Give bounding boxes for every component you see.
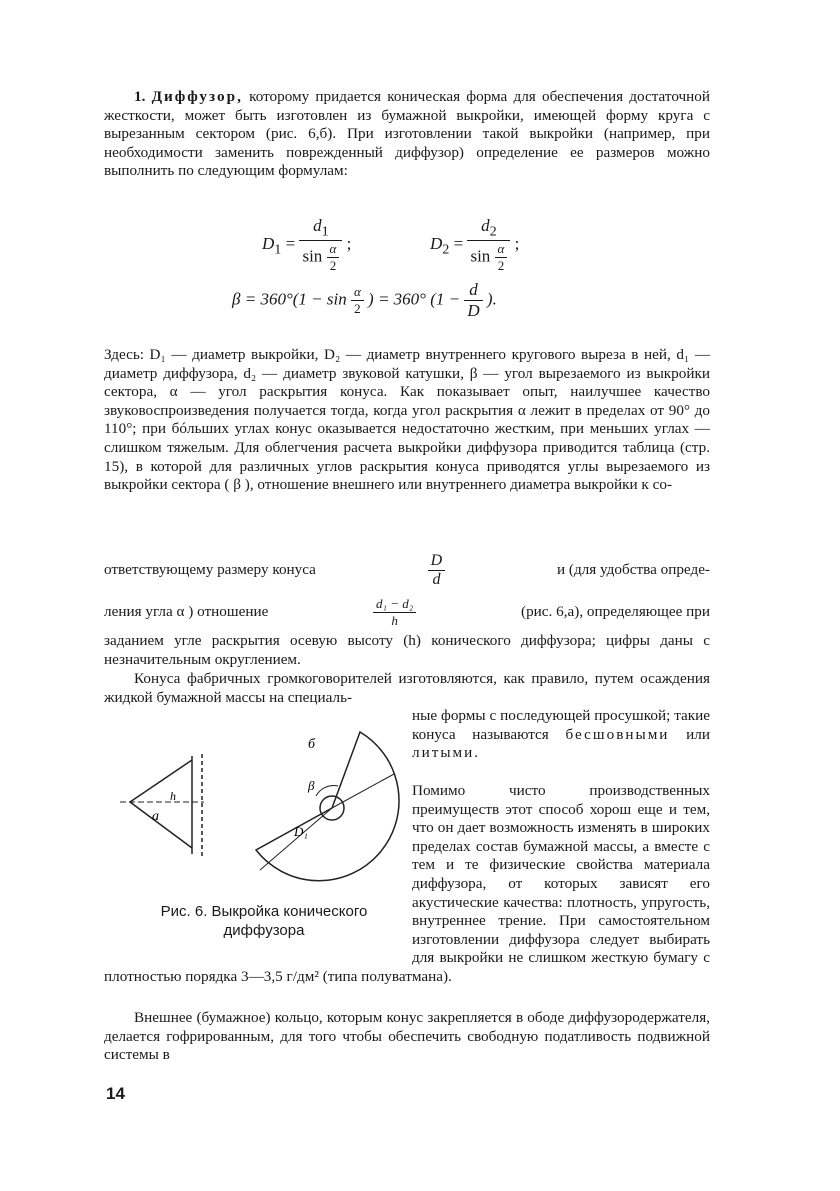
page-number: 14 <box>106 1084 125 1103</box>
intro-paragraph <box>104 88 710 181</box>
formula-d1: $D_1$ = $d_1$ sin $\frac{\alpha}{2}$ ; <box>262 216 352 274</box>
figure-cone-side-view <box>120 754 204 856</box>
formula-d1-fraction: $d_1$ sin $\frac{\alpha}{2}$ <box>299 216 342 274</box>
ratio-line: ответствующему размеру конуса $\frac{D}{d}$ и (для удобства опреде- <box>104 551 710 588</box>
figure-label-d1: D₁ <box>294 824 308 839</box>
figure-pattern-view <box>256 732 399 881</box>
formula-d2: $D_2$ = $d_2$ sin $\frac{\alpha}{2}$ ; <box>430 216 520 274</box>
figure-label-b: б <box>308 737 316 752</box>
cones-wrap-column: ные формы с последующей просушкой; такие конуса называются бесшовными или литыми. <box>412 707 710 762</box>
cones-paragraph <box>104 670 710 707</box>
figure-label-a: а <box>152 809 159 824</box>
intro-text: которому придается коническая форма для обеспечения достаточной жесткости, может быть изготовлен из бумажной выкройки, имеющей форму круга с вырезанным сектором (рис. 6,б). При изготовлении такой выкройки (например, при необходимости заменить поврежденный диффузор) определение ее размеров можно выполнить по следующим формулам: <box>104 88 711 180</box>
explanation-paragraph <box>104 346 710 495</box>
figure-caption: Рис. 6. Выкройка конического диффузора <box>160 903 368 939</box>
term-diffuser: Диффузор, <box>151 88 243 105</box>
term-cast: литыми. <box>412 744 481 762</box>
cones-after: Помимо чисто производственных преимуществ этот способ хорош еще и тем, что он дает возможность изменять в широких пределах состав бумажной массы, а вместе с тем и те физические свойства материала диффузора, от которых зависят его акустические качества: плотность, упругость, внутреннее трение. При самостоятельном изготовлении диффузора следует выбирать для выкройки не слишком жесткую бумагу с плотностью порядка 3—3,5 г/дм² (типа полуватмана). <box>104 782 710 985</box>
term-seamless: бесшовными <box>565 725 670 743</box>
item-number: 1. <box>134 88 146 105</box>
explanation-end: заданием угле раскрытия осевую высоту (h) конического диффузора; цифры даны с незначительным округлением. <box>104 632 710 668</box>
angle-fraction: $\frac{\text{d₁ − d₂}}{h}$ <box>373 596 416 629</box>
figure-label-beta: β <box>308 778 315 793</box>
formula-d2-fraction: $d_2$ sin $\frac{\alpha}{2}$ <box>467 216 510 274</box>
explanation-text: Здесь: D₁ — диаметр выкройки, D₂ — диаметр внутреннего кругового выреза в ней, d₁ — диаметр диффузора, d₂ — диаметр звуковой катушки, β — угол вырезаемого из выкройки сектора, α — угол раскрытия конуса. Как показывает опыт, наилучшее качество звуковоспроизведения получается тогда, когда угол раскрытия α лежит в пределах от 90° до 110°; при бóльших углах конус оказывается недостаточно жестким, при меньших углах — слишком тяжелым. Для облегчения расчета выкройки диффузора приводится таблица (стр. 15), в которой для различных углов раскрытия конуса приводятся углы вырезаемого из выкройки сектора ( β ), отношение внешнего или внутреннего диаметра выкройки к со- <box>104 346 710 494</box>
ratio-fraction: $\frac{D}{d}$ <box>428 552 446 589</box>
ring-paragraph: Внешнее (бумажное) кольцо, которым конус закрепляется в ободе диффузородержателя, делается гофрированным, для того чтобы обеспечить свободную податливость подвижной системы в <box>104 1009 710 1064</box>
angle-line: ления угла α ) отношение $\frac{\text{d₁ − d₂}}{h}$ (рис. 6,а), определяющее при <box>104 595 710 628</box>
formula-beta: β = 360°(1 − sin $\frac{\alpha}{2}$ ) = 360° (1 − $\frac{d}{D}$ ). <box>232 280 497 320</box>
figure-cone-pattern <box>110 720 410 900</box>
cones-full-lines: Конуса фабричных громкоговорителей изготовляются, как правило, путем осаждения жидкой бумажной массы на специаль- <box>104 670 710 706</box>
figure-label-h: h <box>170 789 176 803</box>
